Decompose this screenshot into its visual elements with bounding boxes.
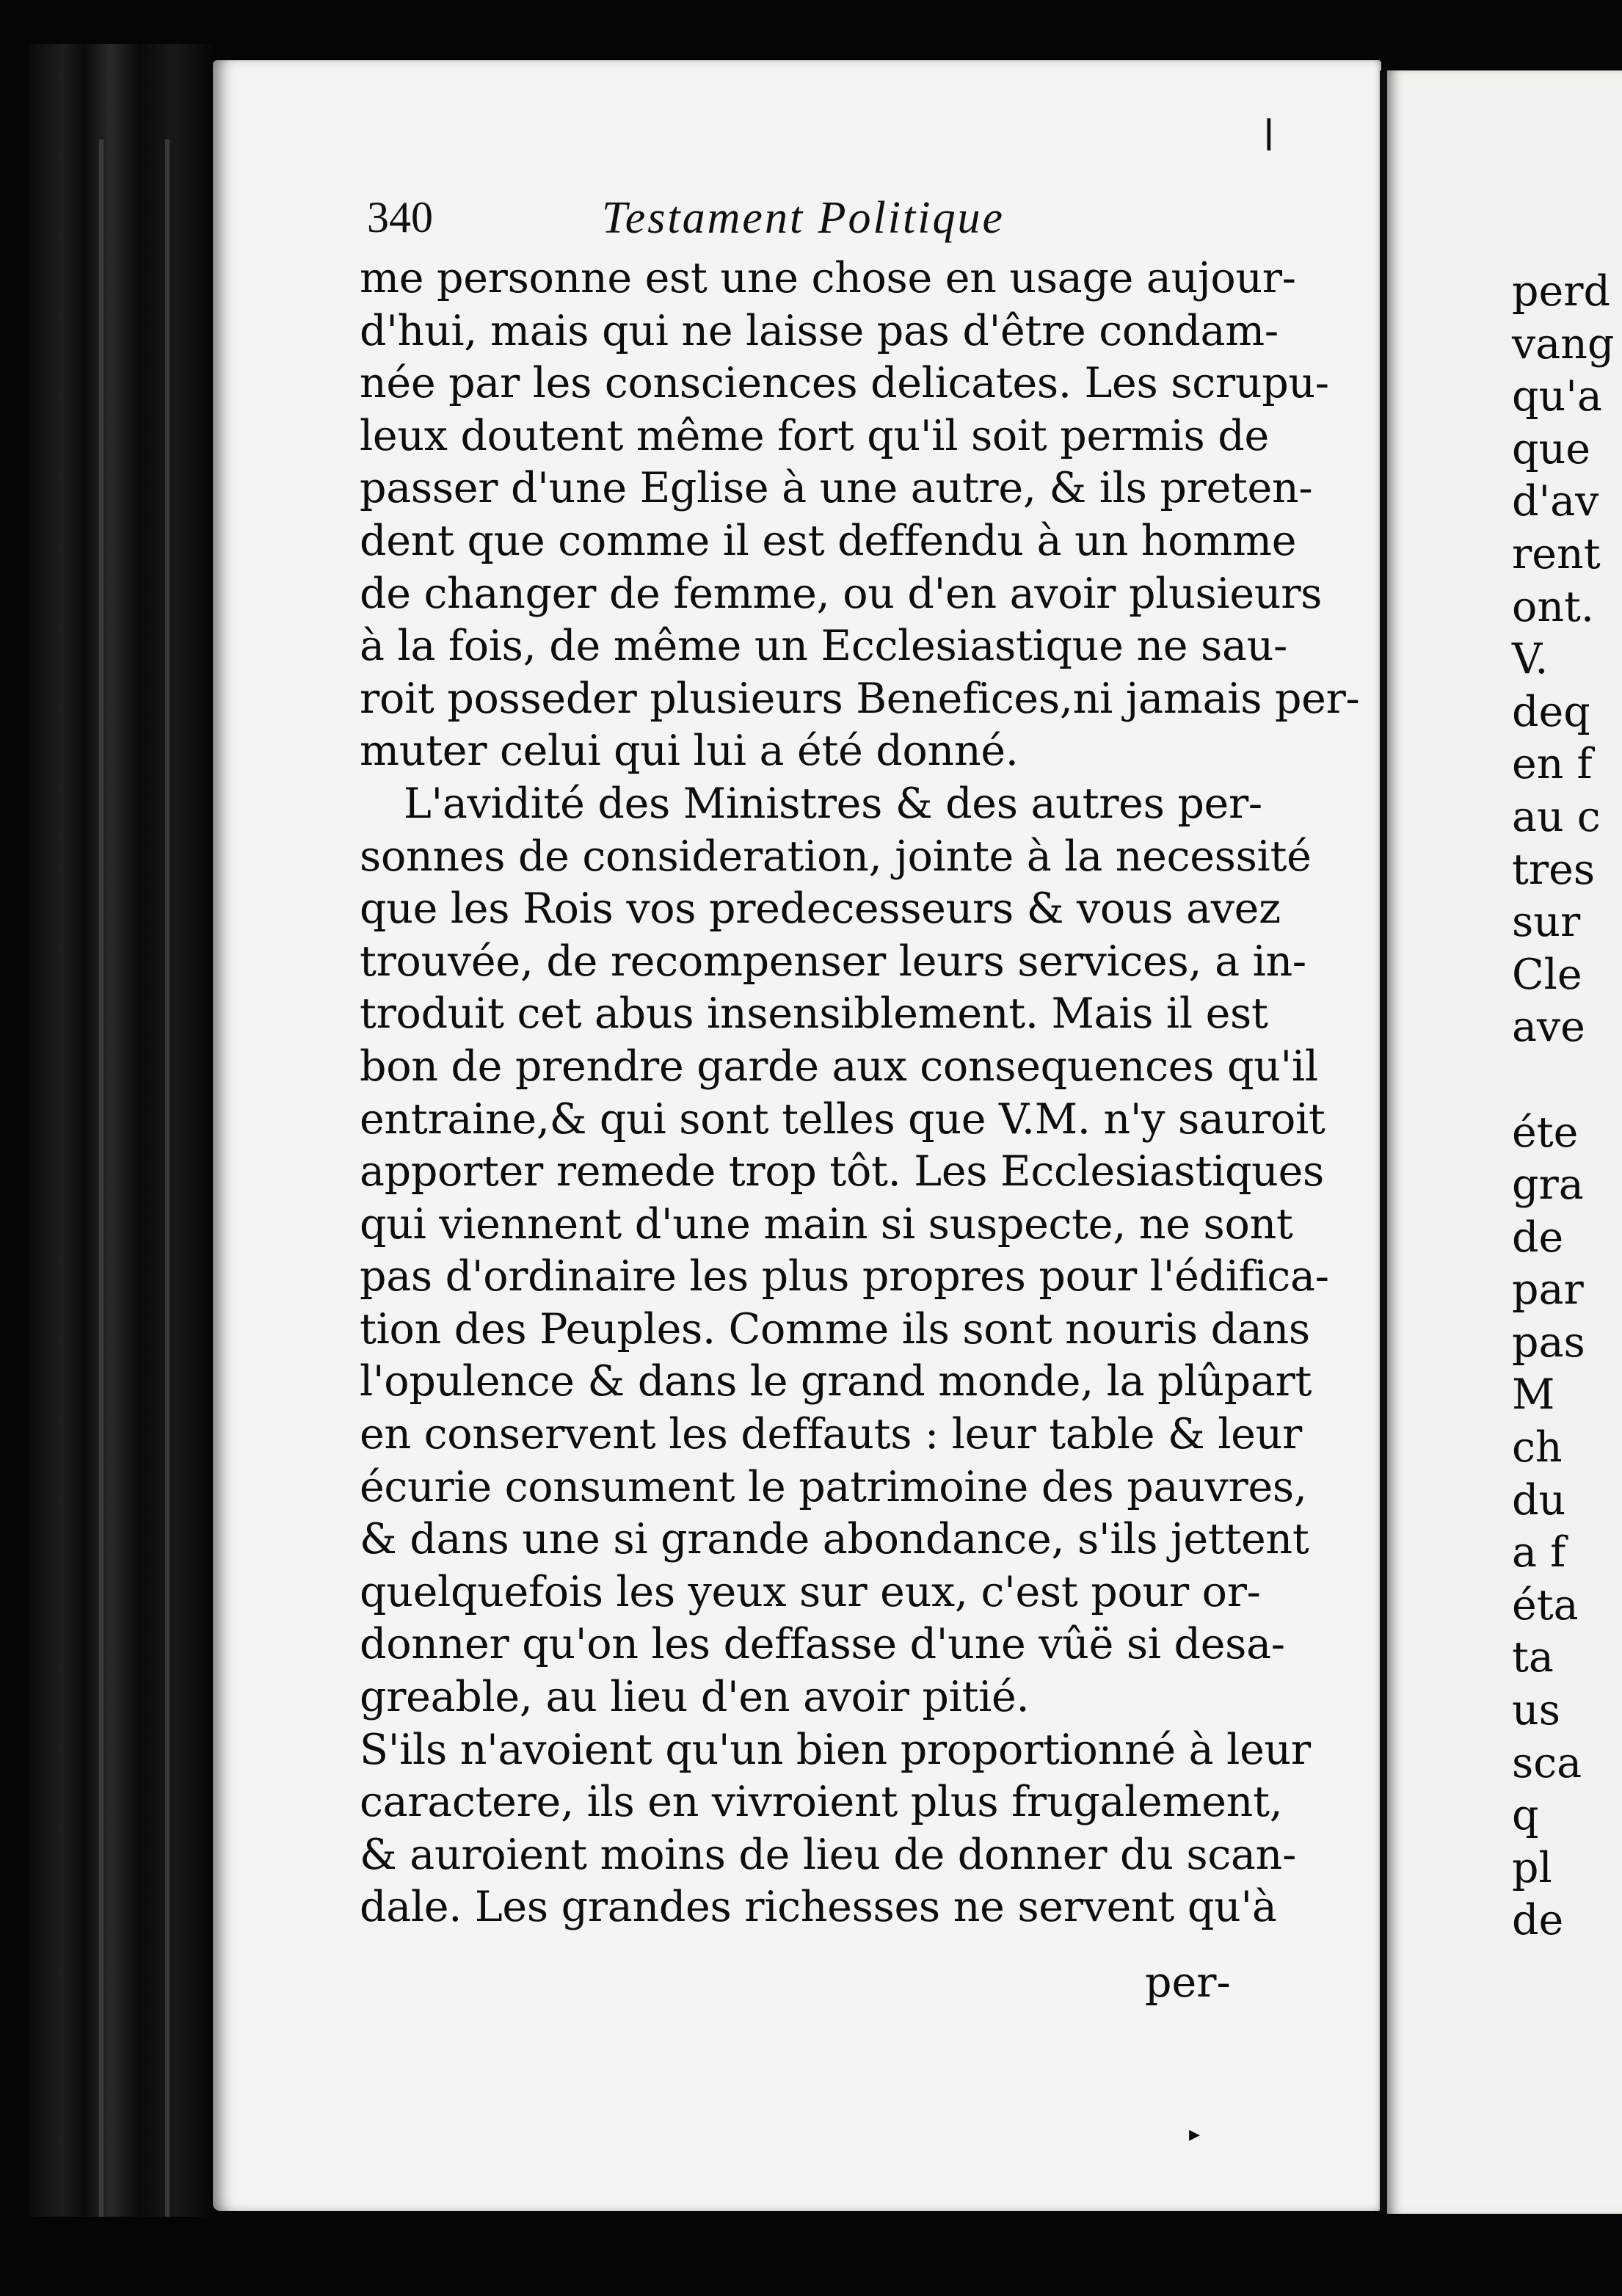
- facing-page-fragment: Cle: [1512, 950, 1582, 999]
- facing-page-fragment: perd: [1512, 267, 1610, 316]
- text-line: leux doutent même fort qu'il soit permis de: [360, 411, 1269, 460]
- facing-page-fragment: ave: [1512, 1003, 1585, 1052]
- text-line: née par les consciences delicates. Les scrupu-: [360, 359, 1329, 408]
- facing-page-fragment: us: [1512, 1686, 1560, 1735]
- text-line: L'avidité des Ministres & des autres per-: [404, 779, 1262, 828]
- text-line: & auroient moins de lieu de donner du scan-: [360, 1830, 1297, 1879]
- page-smudge: ǀ: [1262, 110, 1276, 161]
- book-spine: [29, 44, 213, 2217]
- text-line: sonnes de consideration, jointe à la necessité: [360, 832, 1312, 881]
- text-line: troduit cet abus insensiblement. Mais il est: [360, 989, 1268, 1039]
- text-line: roit posseder plusieurs Benefices,ni jamais per-: [360, 674, 1360, 723]
- text-line: l'opulence & dans le grand monde, la plûpart: [360, 1357, 1312, 1406]
- facing-page-fragment: ch: [1512, 1423, 1563, 1472]
- facing-page-fragment: au c: [1512, 792, 1601, 841]
- facing-page-fragment: tres: [1512, 845, 1596, 894]
- facing-page-fragment: vang: [1512, 319, 1615, 368]
- text-line: greable, au lieu d'en avoir pitié.: [360, 1673, 1030, 1722]
- text-line: qui viennent d'une main si suspecte, ne sont: [360, 1199, 1293, 1249]
- facing-page-fragment: V.: [1512, 635, 1549, 684]
- ink-spot: ▸: [1189, 2121, 1201, 2147]
- facing-page-fragment: a f: [1512, 1528, 1566, 1577]
- running-title: Testament Politique: [602, 193, 1005, 243]
- facing-page-fragment: M: [1512, 1370, 1555, 1420]
- text-line: entraine,& qui sont telles que V.M. n'y sauroit: [360, 1094, 1325, 1144]
- text-line: pas d'ordinaire les plus propres pour l'édifica-: [360, 1252, 1329, 1301]
- text-line: en conservent les deffauts : leur table & leur: [360, 1410, 1302, 1459]
- text-line: d'hui, mais qui ne laisse pas d'être condam-: [360, 306, 1279, 355]
- text-line: apporter remede trop tôt. Les Ecclesiastiques: [360, 1147, 1324, 1196]
- text-line: bon de prendre garde aux consequences qu'il: [360, 1042, 1318, 1091]
- text-line: me personne est une chose en usage aujour-: [360, 254, 1296, 302]
- facing-page-fragment: q: [1512, 1791, 1539, 1840]
- text-line: & dans une si grande abondance, s'ils jettent: [360, 1515, 1309, 1564]
- facing-page-fragment: de: [1512, 1213, 1564, 1262]
- facing-page-fragment: [1512, 1054, 1594, 1107]
- text-line: S'ils n'avoient qu'un bien proportionné à leur: [360, 1725, 1311, 1774]
- facing-page-fragment: du: [1512, 1475, 1566, 1525]
- text-line: dale. Les grandes richesses ne servent qu'à: [360, 1883, 1277, 1932]
- facing-page-fragment: ta: [1512, 1633, 1554, 1682]
- text-line: trouvée, de recompenser leurs services, a in-: [360, 937, 1306, 986]
- facing-page-fragment: sur: [1512, 898, 1581, 947]
- facing-page-fragment: deq: [1512, 687, 1590, 736]
- spine-edge-line: [99, 139, 103, 2217]
- facing-page-fragment: pl: [1512, 1843, 1552, 1892]
- facing-page-fragment: en f: [1512, 740, 1593, 789]
- facing-page-text: [1512, 266, 1615, 1947]
- facing-page-fragment: de: [1512, 1896, 1564, 1945]
- page-number: 340: [367, 193, 433, 241]
- text-line: écurie consument le patrimoine des pauvres,: [360, 1462, 1307, 1511]
- facing-page-fragment: sca: [1512, 1738, 1582, 1787]
- text-line: que les Rois vos predecesseurs & vous avez: [360, 884, 1281, 934]
- spine-edge-line: [165, 139, 170, 2217]
- facing-page-fragment: ont.: [1512, 582, 1595, 631]
- body-text: [360, 253, 1360, 1934]
- facing-page-fragment: gra: [1512, 1160, 1584, 1210]
- text-line: caractere, ils en vivroient plus frugalement,: [360, 1778, 1283, 1827]
- facing-page-fragment: éte: [1512, 1108, 1579, 1157]
- facing-page-fragment: par: [1512, 1265, 1584, 1315]
- facing-page-fragment: d'av: [1512, 477, 1599, 526]
- text-line: dent que comme il est deffendu à un homme: [360, 516, 1297, 565]
- facing-page-fragment: rent: [1512, 529, 1601, 578]
- facing-page-fragment: qu'a: [1512, 372, 1602, 421]
- text-line: donner qu'on les deffasse d'une vûë si desa-: [360, 1620, 1285, 1669]
- facing-page-fragment: pas: [1512, 1318, 1585, 1367]
- text-line: quelquefois les yeux sur eux, c'est pour or-: [360, 1567, 1261, 1616]
- page-header: [367, 192, 1248, 244]
- facing-page-fragment: éta: [1512, 1580, 1579, 1630]
- text-line: passer d'une Eglise à une autre, & ils preten-: [360, 464, 1313, 513]
- catchword: per-: [1145, 1958, 1231, 2007]
- text-line: muter celui qui lui a été donné.: [360, 727, 1019, 776]
- text-line: à la fois, de même un Ecclesiastique ne sau-: [360, 622, 1288, 671]
- facing-page-fragment: que: [1512, 424, 1590, 473]
- text-line: tion des Peuples. Comme ils sont nouris dans: [360, 1304, 1310, 1354]
- text-line: de changer de femme, ou d'en avoir plusieurs: [360, 569, 1323, 618]
